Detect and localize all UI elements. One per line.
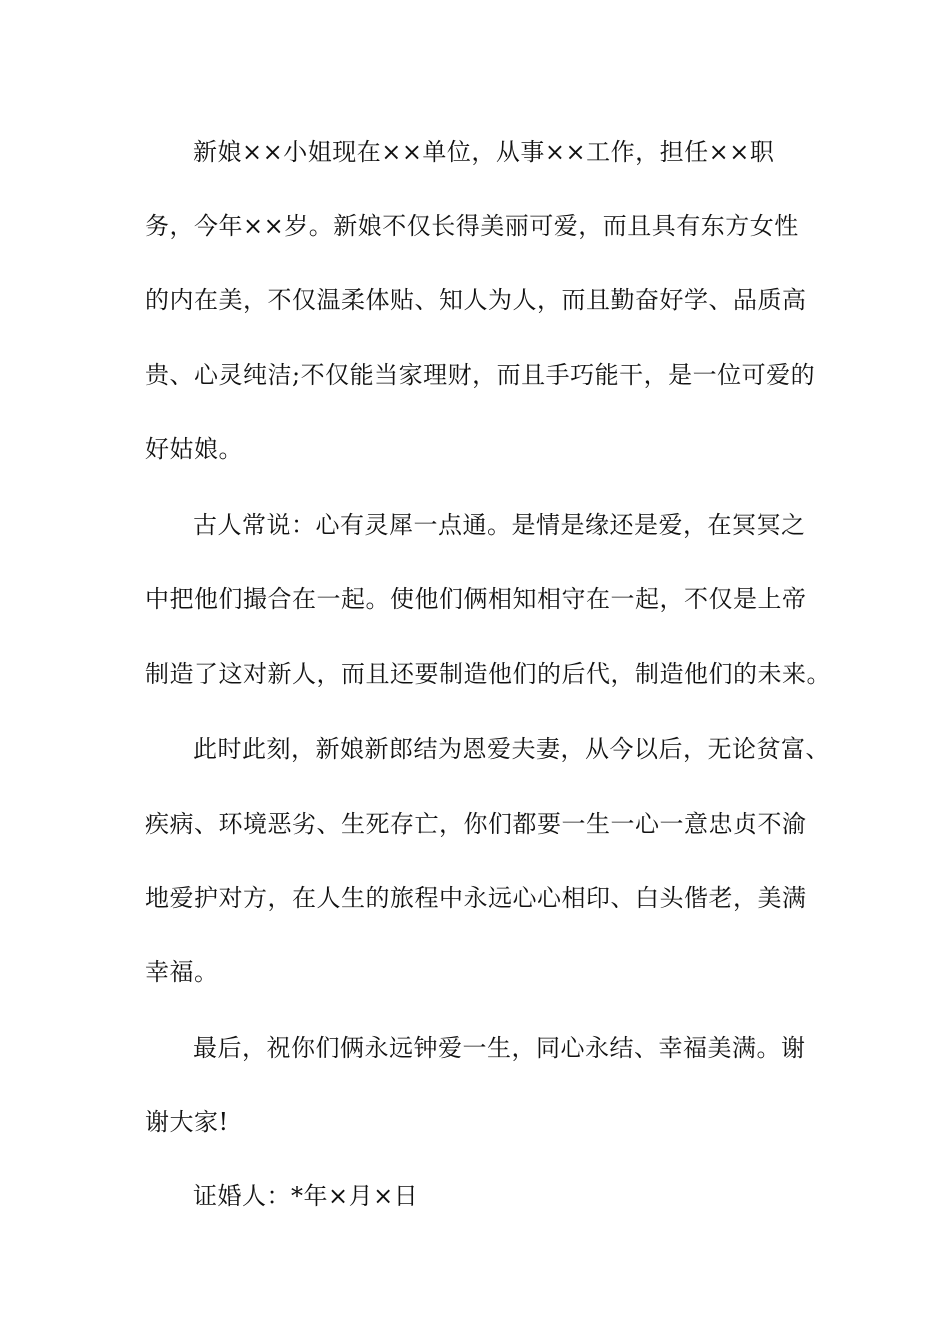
paragraph-4-line-2: 谢大家! bbox=[145, 1108, 229, 1136]
paragraph-2-line-2: 中把他们撮合在一起。使他们俩相知相守在一起，不仅是上帝 bbox=[145, 585, 807, 613]
paragraph-4-line-1: 最后，祝你们俩永远钟爱一生，同心永结、幸福美满。谢 bbox=[193, 1034, 806, 1062]
witness-signature-line: 证婚人：*年×月×日 bbox=[193, 1182, 419, 1210]
paragraph-3-line-3: 地爱护对方，在人生的旅程中永远心心相印、白头偕老，美满 bbox=[145, 884, 807, 912]
paragraph-1-line-4: 贵、心灵纯洁;不仅能当家理财，而且手巧能干，是一位可爱的 bbox=[145, 361, 816, 389]
paragraph-1-line-3: 的内在美，不仅温柔体贴、知人为人，而且勤奋好学、品质高 bbox=[145, 286, 807, 314]
paragraph-1-line-1: 新娘××小姐现在××单位，从事××工作，担任××职 bbox=[193, 138, 775, 166]
paragraph-1-line-2: 务，今年××岁。新娘不仅长得美丽可爱，而且具有东方女性 bbox=[145, 212, 799, 240]
paragraph-3-line-2: 疾病、环境恶劣、生死存亡，你们都要一生一心一意忠贞不渝 bbox=[145, 810, 807, 838]
paragraph-3-line-4: 幸福。 bbox=[145, 958, 219, 986]
paragraph-2-line-3: 制造了这对新人，而且还要制造他们的后代，制造他们的未来。 bbox=[145, 660, 831, 688]
paragraph-2-line-1: 古人常说：心有灵犀一点通。是情是缘还是爱，在冥冥之 bbox=[193, 511, 806, 539]
paragraph-1-line-5: 好姑娘。 bbox=[145, 435, 243, 463]
paragraph-3-line-1: 此时此刻，新娘新郎结为恩爱夫妻，从今以后，无论贫富、 bbox=[193, 735, 830, 763]
